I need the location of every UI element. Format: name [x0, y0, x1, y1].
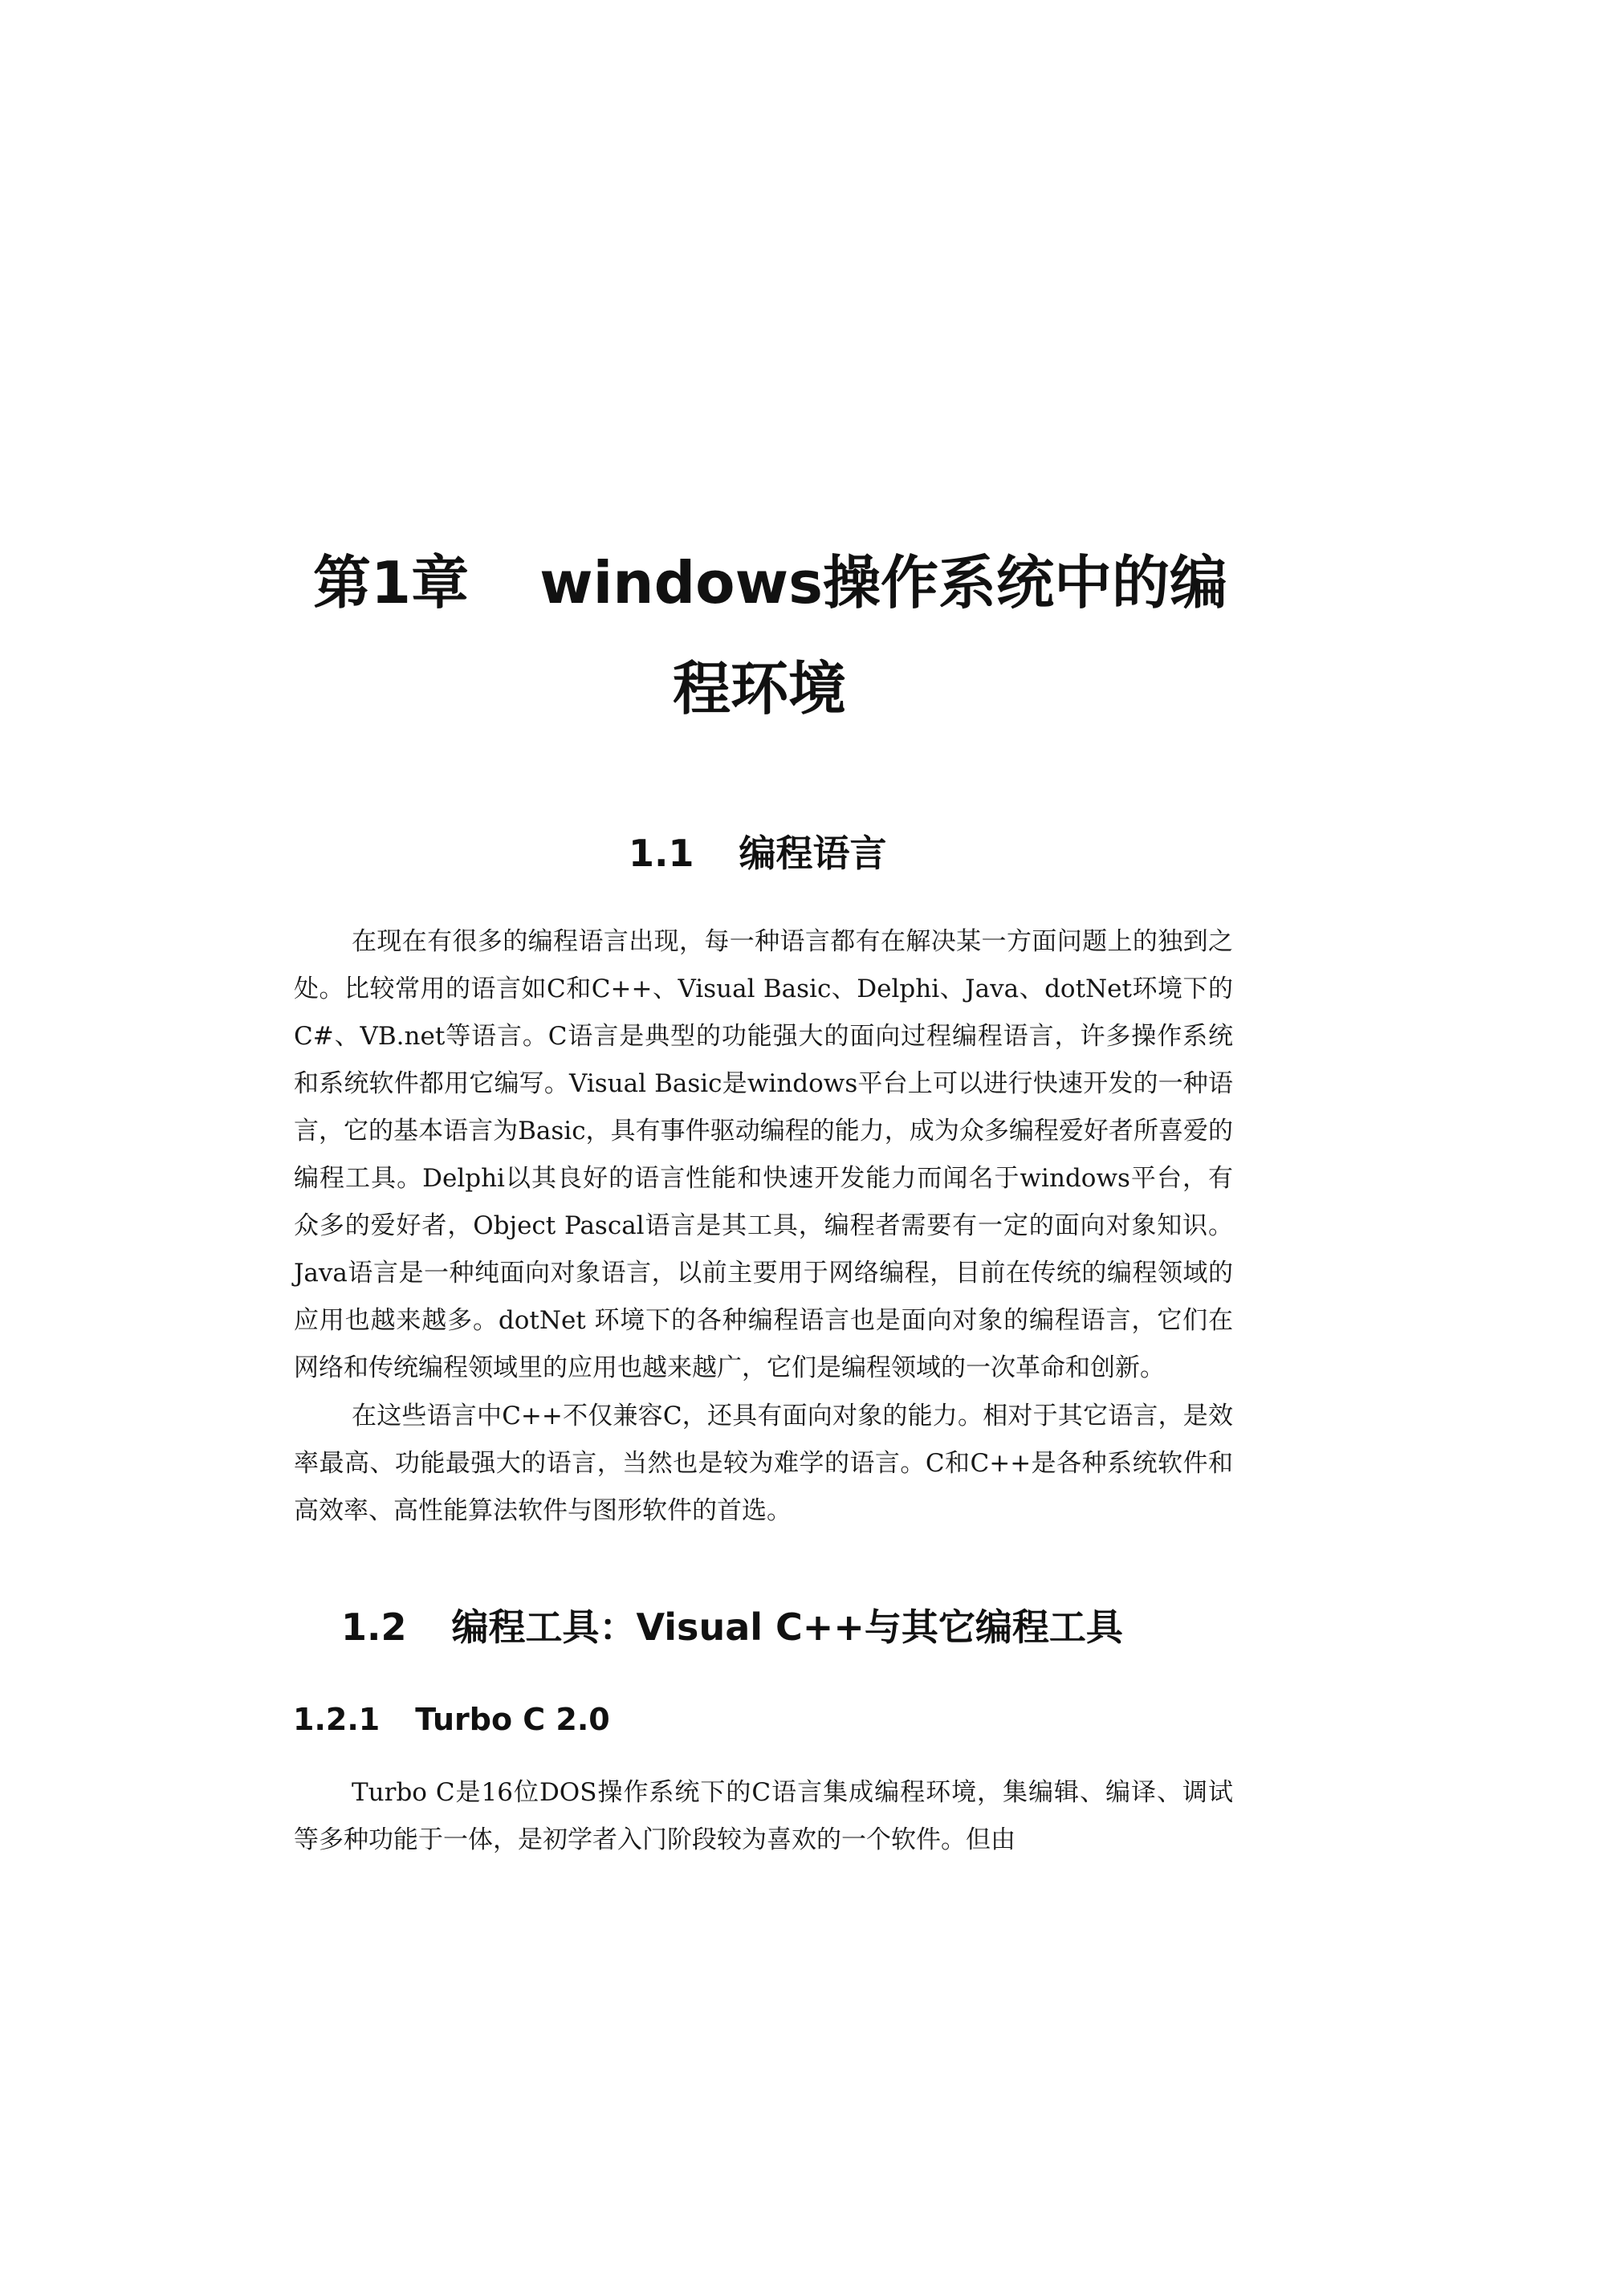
section-number: 1.1 [629, 832, 694, 875]
chapter-title-line-1 [313, 549, 1227, 616]
paragraph: 在现在有很多的编程语言出现，每一种语言都有在解决某一方面问题上的独到之处。比较常用的语言如C和C++、Visual Basic、Delphi、Java、dotNet环境下的C#、VB.net等语言。C语言是典型的功能强大的面向过程编程语言，许多操作系统和系统软件都用它编写。Visual Basic是windows平台上可以进行快速开发的一种语言，它的基本语言为Basic，具有事件驱动编程的能力，成为众多编程爱好者所喜爱的编程工具。Delphi以其良好的语言性能和快速开发能力而闻名于windows平台，有众多的爱好者，Object Pascal语言是其工具，编程者需要有一定的面向对象知识。Java语言是一种纯面向对象语言，以前主要用于网络编程，目前在传统的编程领域的应用也越来越多。dotNet 环境下的各种编程语言也是面向对象的编程语言，它们在网络和传统编程领域里的应用也越来越广，它们是编程领域的一次革命和创新。 [294, 927, 1233, 1382]
chapter-title [313, 530, 1309, 742]
chapter-title-line-2: 程环境 [673, 655, 847, 722]
section-title: 编程语言 [739, 832, 887, 875]
subsection-title: Turbo C 2.0 [415, 1702, 610, 1737]
subsection-number: 1.2.1 [293, 1702, 381, 1737]
section-heading-1-2 [341, 1599, 1123, 1655]
chapter-title-text-1: windows操作系统中的编 [539, 549, 1227, 616]
chapter-number: 第1章 [313, 549, 470, 616]
section-title: 编程工具：Visual C++与其它编程工具 [451, 1605, 1123, 1649]
section-number: 1.2 [341, 1605, 407, 1649]
paragraph: Turbo C是16位DOS操作系统下的C语言集成编程环境，集编辑、编译、调试等多种功能于一体，是初学者入门阶段较为喜欢的一个软件。但由 [294, 1778, 1233, 1854]
section-heading-1-1 [629, 825, 887, 881]
subsection-heading-1-2-1 [293, 1695, 610, 1744]
paragraph: 在这些语言中C++不仅兼容C，还具有面向对象的能力。相对于其它语言，是效率最高、功能最强大的语言，当然也是较为难学的语言。C和C++是各种系统软件和高效率、高性能算法软件与图形软件的首选。 [294, 1402, 1233, 1525]
